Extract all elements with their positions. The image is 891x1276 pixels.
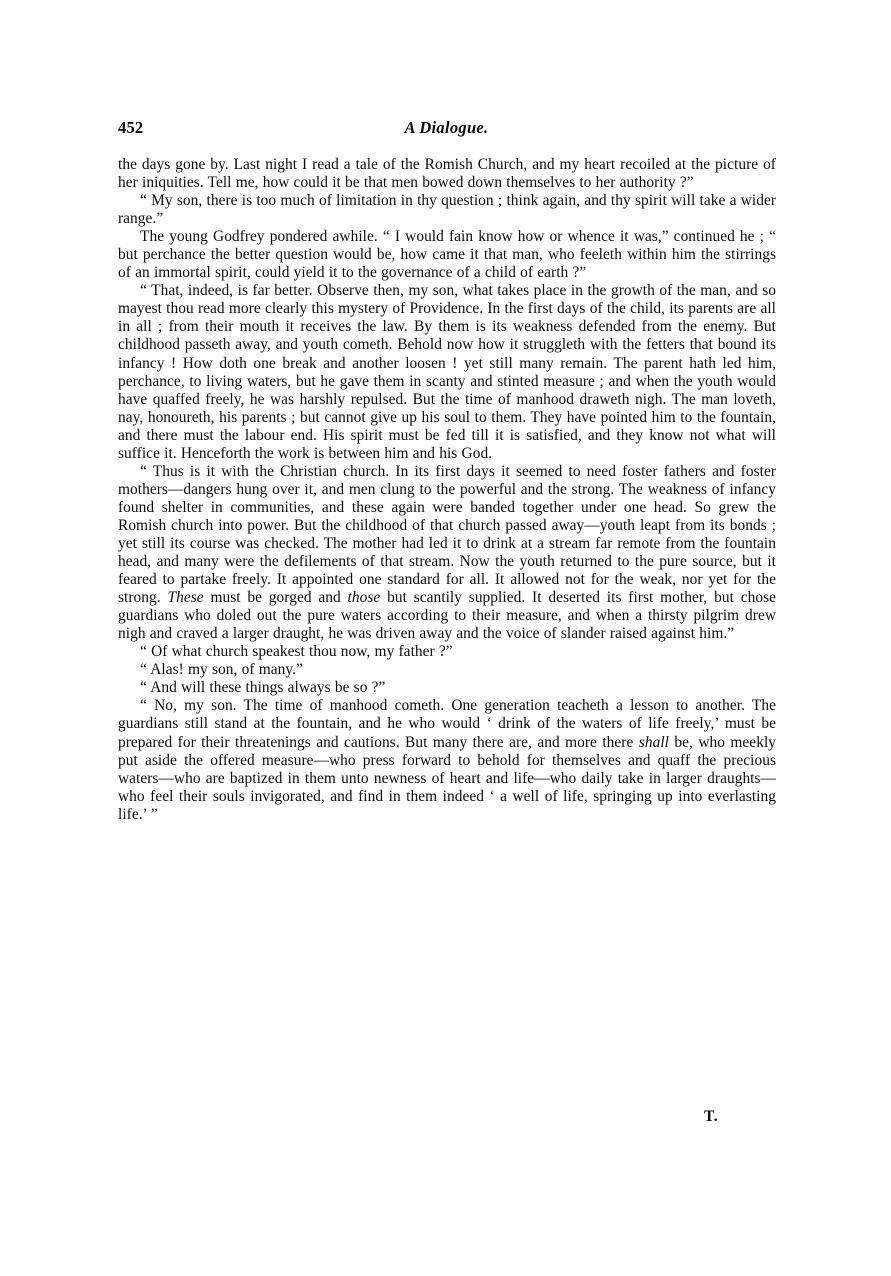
text-run: but scantily supplied. It deserted its first mother, but chose guardians who doled out the pure waters according to their measure, and when a thirsty pilgrim drew nigh and craved a larger draught, he was driven away and the voice of slander raised against him.”: [118, 589, 777, 643]
text-run: “ That, indeed, is far better. Observe then, my son, what takes place in the growth of the man, and so mayest thou read more clearly this mystery of Providence. In the first days of the child, its parents are all in all ; from their mouth it receives the law. By them is its weakness defended from the enemy. But childhood passeth away, and youth cometh. Behold now how it struggleth with the fetters that bound its infancy ! How doth one break and another loosen ! yet still many remain. The parent hath led him, perchance, to living waters, but he gave them in scanty and stinted measure ; and when the youth would have quaffed freely, he was harshly repulsed. But the time of manhood draweth nigh. The man loveth, nay, honoureth, his parents ; but cannot give up his soul to them. They have pointed him to the fountain, and there must the labour end. His spirit must be fed till it is satisfied, and they know not what will suffice it. Henceforth the work is between him and his God.: [118, 282, 776, 462]
page-number: 452: [118, 118, 144, 137]
paragraph: [118, 463, 776, 643]
paragraph: [118, 282, 776, 462]
text-run: “ No, my son. The time of manhood cometh. One generation teacheth a lesson to another. The guardians still stand at the fountain, and he who would ‘ drink of the waters of life freely,’ must be prepared for their threatenings and cautions. But many there are, and more there: [118, 697, 776, 751]
text-run: “ And will these things always be so ?”: [140, 679, 386, 697]
paragraph: [118, 697, 776, 823]
paragraph: [118, 156, 776, 192]
body-text-block: [118, 156, 776, 824]
text-run: “ My son, there is too much of limitation in thy question ; think again, and thy spirit will take a wider range.”: [118, 192, 776, 228]
text-run: be, who meekly put aside the offered measure—who press forward to behold for themselves and quaff the precious waters—who are baptized in them unto newness of heart and life—who daily take in larger draughts—who feel their souls invigorated, and find in them indeed ‘ a well of life, springing up into everlasting life.’ ”: [118, 733, 777, 823]
text-run: “ Alas! my son, of many.”: [140, 661, 303, 679]
paragraph: [118, 192, 776, 228]
running-head: [118, 118, 775, 142]
paragraph: [118, 661, 776, 679]
emphasis-text: These: [167, 589, 204, 607]
paragraph: [118, 228, 776, 282]
author-signature: T.: [704, 1108, 718, 1125]
text-run: “ Of what church speakest thou now, my father ?”: [140, 643, 453, 661]
text-run: “ Thus is it with the Christian church. In its first days it seemed to need foster fathers and foster mothers—dangers hung over it, and men clung to the powerful and the strong. The weakness of infancy found shelter in communities, and these again were banded together under one head. So grew the Romish church into power. But the childhood of that church passed away—youth leapt from its bonds ; yet still its course was checked. The mother had led it to drink at a stream far remote from the fountain head, and many were the defilements of that stream. Now the youth returned to the pure source, but it feared to partake freely. It appointed one standard for all. It allowed not for the weak, nor yet for the strong.: [118, 462, 776, 607]
text-run: the days gone by. Last night I read a tale of the Romish Church, and my heart recoiled at the picture of her iniquities. Tell me, how could it be that men bowed down themselves to her authority ?”: [118, 156, 776, 192]
emphasis-text: those: [347, 589, 381, 607]
paragraph: [118, 679, 776, 697]
paragraph: [118, 643, 776, 661]
emphasis-text: shall: [638, 733, 669, 751]
text-run: must be gorged and: [203, 589, 348, 607]
running-title: A Dialogue.: [404, 118, 489, 137]
text-run: The young Godfrey pondered awhile. “ I would fain know how or whence it was,” continued he ; “ but perchance the better question would be, how came it that man, who feeleth within him the stirrings of an immortal spirit, could yield it to the governance of a child of earth ?”: [118, 228, 776, 282]
